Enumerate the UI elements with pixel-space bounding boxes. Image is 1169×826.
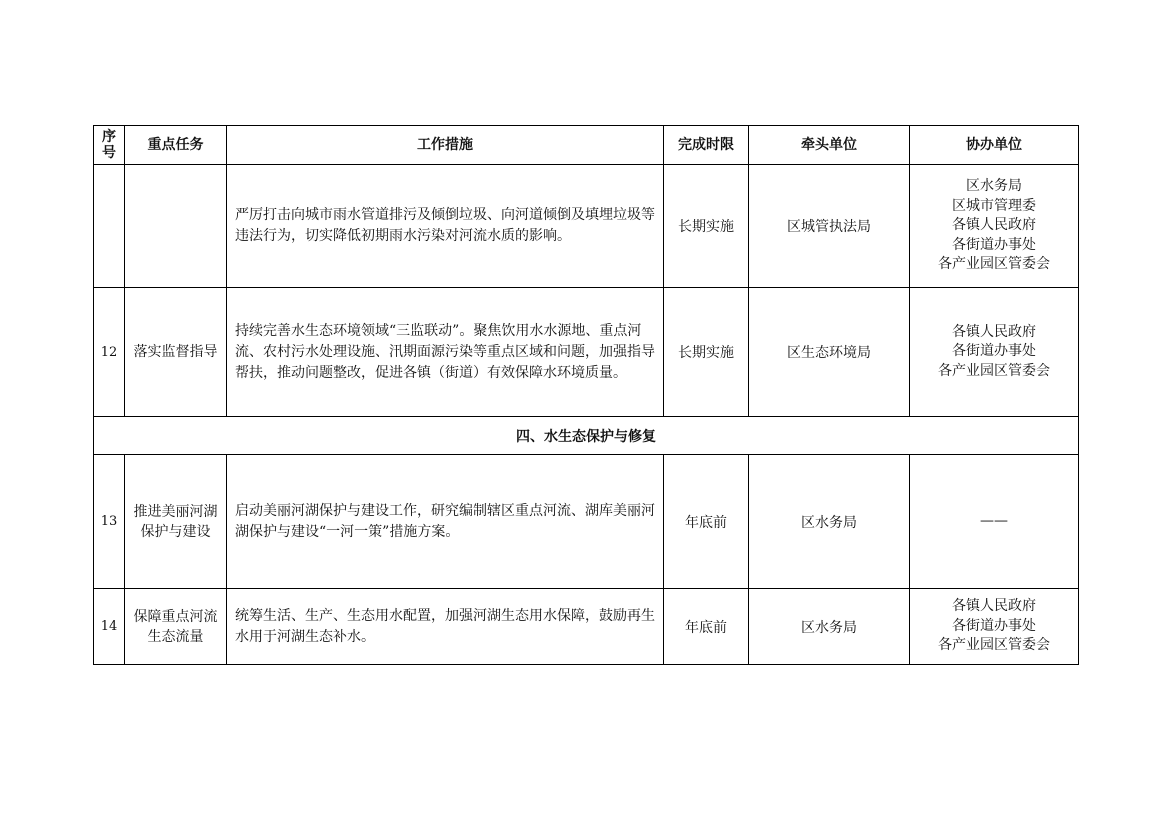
table-row bbox=[94, 288, 1079, 417]
table-row bbox=[94, 165, 1079, 288]
assist-org: 各街道办事处 bbox=[952, 617, 1036, 634]
row-seq bbox=[94, 165, 125, 288]
table-row bbox=[94, 455, 1079, 589]
row-assist bbox=[910, 589, 1079, 665]
assist-org: 各镇人民政府 bbox=[952, 323, 1036, 340]
row-deadline: 长期实施 bbox=[664, 165, 749, 288]
header-row bbox=[94, 126, 1079, 165]
row-seq: 12 bbox=[94, 288, 125, 417]
row-deadline: 长期实施 bbox=[664, 288, 749, 417]
row-lead: 区水务局 bbox=[749, 589, 910, 665]
row-assist bbox=[910, 288, 1079, 417]
row-lead: 区生态环境局 bbox=[749, 288, 910, 417]
header-deadline: 完成时限 bbox=[664, 126, 749, 165]
assist-org: 各街道办事处 bbox=[952, 236, 1036, 253]
table-row bbox=[94, 589, 1079, 665]
row-deadline: 年底前 bbox=[664, 455, 749, 589]
assist-org: —— bbox=[980, 512, 1008, 529]
assist-org: 各街道办事处 bbox=[952, 343, 1036, 360]
row-measure: 持续完善水生态环境领域“三监联动”。聚焦饮用水水源地、重点河流、农村污水处理设施、汛期面源污染等重点区域和问题，加强指导帮扶，推动问题整改，促进各镇（街道）有效保障水环境质量。 bbox=[227, 288, 664, 417]
row-measure: 统筹生活、生产、生态用水配置，加强河湖生态用水保障，鼓励再生水用于河湖生态补水。 bbox=[227, 589, 664, 665]
row-lead: 区水务局 bbox=[749, 455, 910, 589]
row-task: 落实监督指导 bbox=[125, 288, 227, 417]
row-seq: 13 bbox=[94, 455, 125, 589]
row-lead: 区城管执法局 bbox=[749, 165, 910, 288]
assist-org: 各产业园区管委会 bbox=[938, 362, 1050, 379]
header-lead: 牵头单位 bbox=[749, 126, 910, 165]
row-task: 推进美丽河湖保护与建设 bbox=[125, 455, 227, 589]
assist-org: 各产业园区管委会 bbox=[938, 256, 1050, 273]
task-table bbox=[93, 125, 1079, 665]
assist-org: 各镇人民政府 bbox=[952, 217, 1036, 234]
header-seq: 序号 bbox=[94, 126, 125, 165]
assist-org: 区水务局 bbox=[966, 178, 1022, 195]
row-seq: 14 bbox=[94, 589, 125, 665]
assist-org: 各产业园区管委会 bbox=[938, 637, 1050, 654]
row-deadline: 年底前 bbox=[664, 589, 749, 665]
section-title: 四、水生态保护与修复 bbox=[94, 417, 1079, 455]
assist-org: 区城市管理委 bbox=[952, 197, 1036, 214]
row-assist bbox=[910, 165, 1079, 288]
header-measure: 工作措施 bbox=[227, 126, 664, 165]
row-measure: 严厉打击向城市雨水管道排污及倾倒垃圾、向河道倾倒及填埋垃圾等违法行为，切实降低初期雨水污染对河流水质的影响。 bbox=[227, 165, 664, 288]
row-measure: 启动美丽河湖保护与建设工作，研究编制辖区重点河流、湖库美丽河湖保护与建设“一河一策”措施方案。 bbox=[227, 455, 664, 589]
row-assist bbox=[910, 455, 1079, 589]
assist-org: 各镇人民政府 bbox=[952, 598, 1036, 615]
section-row bbox=[94, 417, 1079, 455]
row-task bbox=[125, 165, 227, 288]
header-task: 重点任务 bbox=[125, 126, 227, 165]
row-task: 保障重点河流生态流量 bbox=[125, 589, 227, 665]
header-assist: 协办单位 bbox=[910, 126, 1079, 165]
